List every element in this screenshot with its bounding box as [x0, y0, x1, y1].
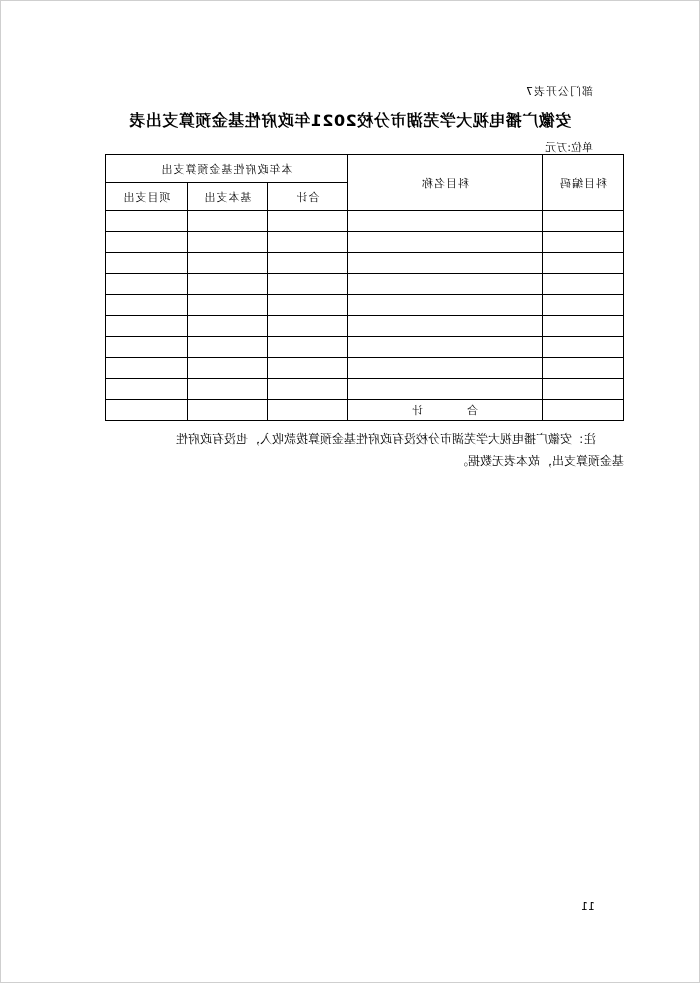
cell-project	[105, 316, 187, 337]
cell-total	[268, 337, 348, 358]
header-group: 本年政府性基金预算支出	[105, 155, 347, 183]
cell-project	[105, 232, 187, 253]
total-code	[543, 400, 624, 421]
cell-basic	[188, 358, 268, 379]
page-number: 11	[581, 900, 595, 913]
header-code: 科目编码	[543, 155, 624, 211]
header-name: 科目名称	[348, 155, 543, 211]
cell-project	[105, 274, 187, 295]
table-row	[105, 232, 623, 253]
cell-project	[105, 379, 187, 400]
cell-name	[348, 295, 543, 316]
cell-code	[543, 274, 624, 295]
footnote-line-1: 注：安徽广播电视大学芜湖市分校没有政府性基金预算拨款收入，也没有政府性	[175, 432, 596, 446]
footnote-line-2: 基金预算支出，故本表无数据。	[455, 454, 624, 468]
header-row-1	[105, 155, 623, 183]
total-label	[348, 400, 543, 421]
budget-table	[105, 154, 624, 421]
table-row	[105, 253, 623, 274]
cell-name	[348, 337, 543, 358]
cell-code	[543, 379, 624, 400]
header-basic: 基本支出	[188, 183, 268, 211]
cell-total	[268, 253, 348, 274]
cell-total	[268, 316, 348, 337]
cell-basic	[188, 274, 268, 295]
cell-total	[268, 295, 348, 316]
cell-basic	[188, 253, 268, 274]
table-row	[105, 337, 623, 358]
cell-total	[268, 358, 348, 379]
table-row	[105, 295, 623, 316]
table-row	[105, 379, 623, 400]
cell-project	[105, 211, 187, 232]
header-project: 项目支出	[105, 183, 187, 211]
total-basic	[188, 400, 268, 421]
cell-code	[543, 253, 624, 274]
total-project	[105, 400, 187, 421]
cell-total	[268, 232, 348, 253]
cell-code	[543, 316, 624, 337]
cell-code	[543, 358, 624, 379]
cell-basic	[188, 316, 268, 337]
cell-basic	[188, 211, 268, 232]
total-label-a: 合	[467, 404, 478, 417]
cell-project	[105, 337, 187, 358]
cell-basic	[188, 337, 268, 358]
unit-label: 单位:万元	[545, 141, 593, 154]
cell-name	[348, 253, 543, 274]
cell-code	[543, 295, 624, 316]
cell-basic	[188, 379, 268, 400]
cell-total	[268, 379, 348, 400]
total-row	[105, 400, 623, 421]
cell-code	[543, 232, 624, 253]
cell-total	[268, 211, 348, 232]
cell-code	[543, 337, 624, 358]
cell-name	[348, 274, 543, 295]
header-total: 合计	[268, 183, 348, 211]
total-label-b: 计	[412, 404, 423, 417]
footnote	[106, 428, 624, 472]
document-title: 安徽广播电视大学芜湖市分校2021年政府性基金预算支出表	[128, 111, 572, 130]
cell-basic	[188, 295, 268, 316]
form-id: 部门公开表7	[525, 85, 593, 98]
table-row	[105, 316, 623, 337]
total-total	[268, 400, 348, 421]
cell-basic	[188, 232, 268, 253]
table-row	[105, 358, 623, 379]
cell-name	[348, 211, 543, 232]
cell-code	[543, 211, 624, 232]
table-row	[105, 274, 623, 295]
cell-name	[348, 316, 543, 337]
cell-total	[268, 274, 348, 295]
cell-project	[105, 358, 187, 379]
cell-project	[105, 253, 187, 274]
table-row	[105, 211, 623, 232]
cell-name	[348, 358, 543, 379]
cell-project	[105, 295, 187, 316]
cell-name	[348, 379, 543, 400]
cell-name	[348, 232, 543, 253]
